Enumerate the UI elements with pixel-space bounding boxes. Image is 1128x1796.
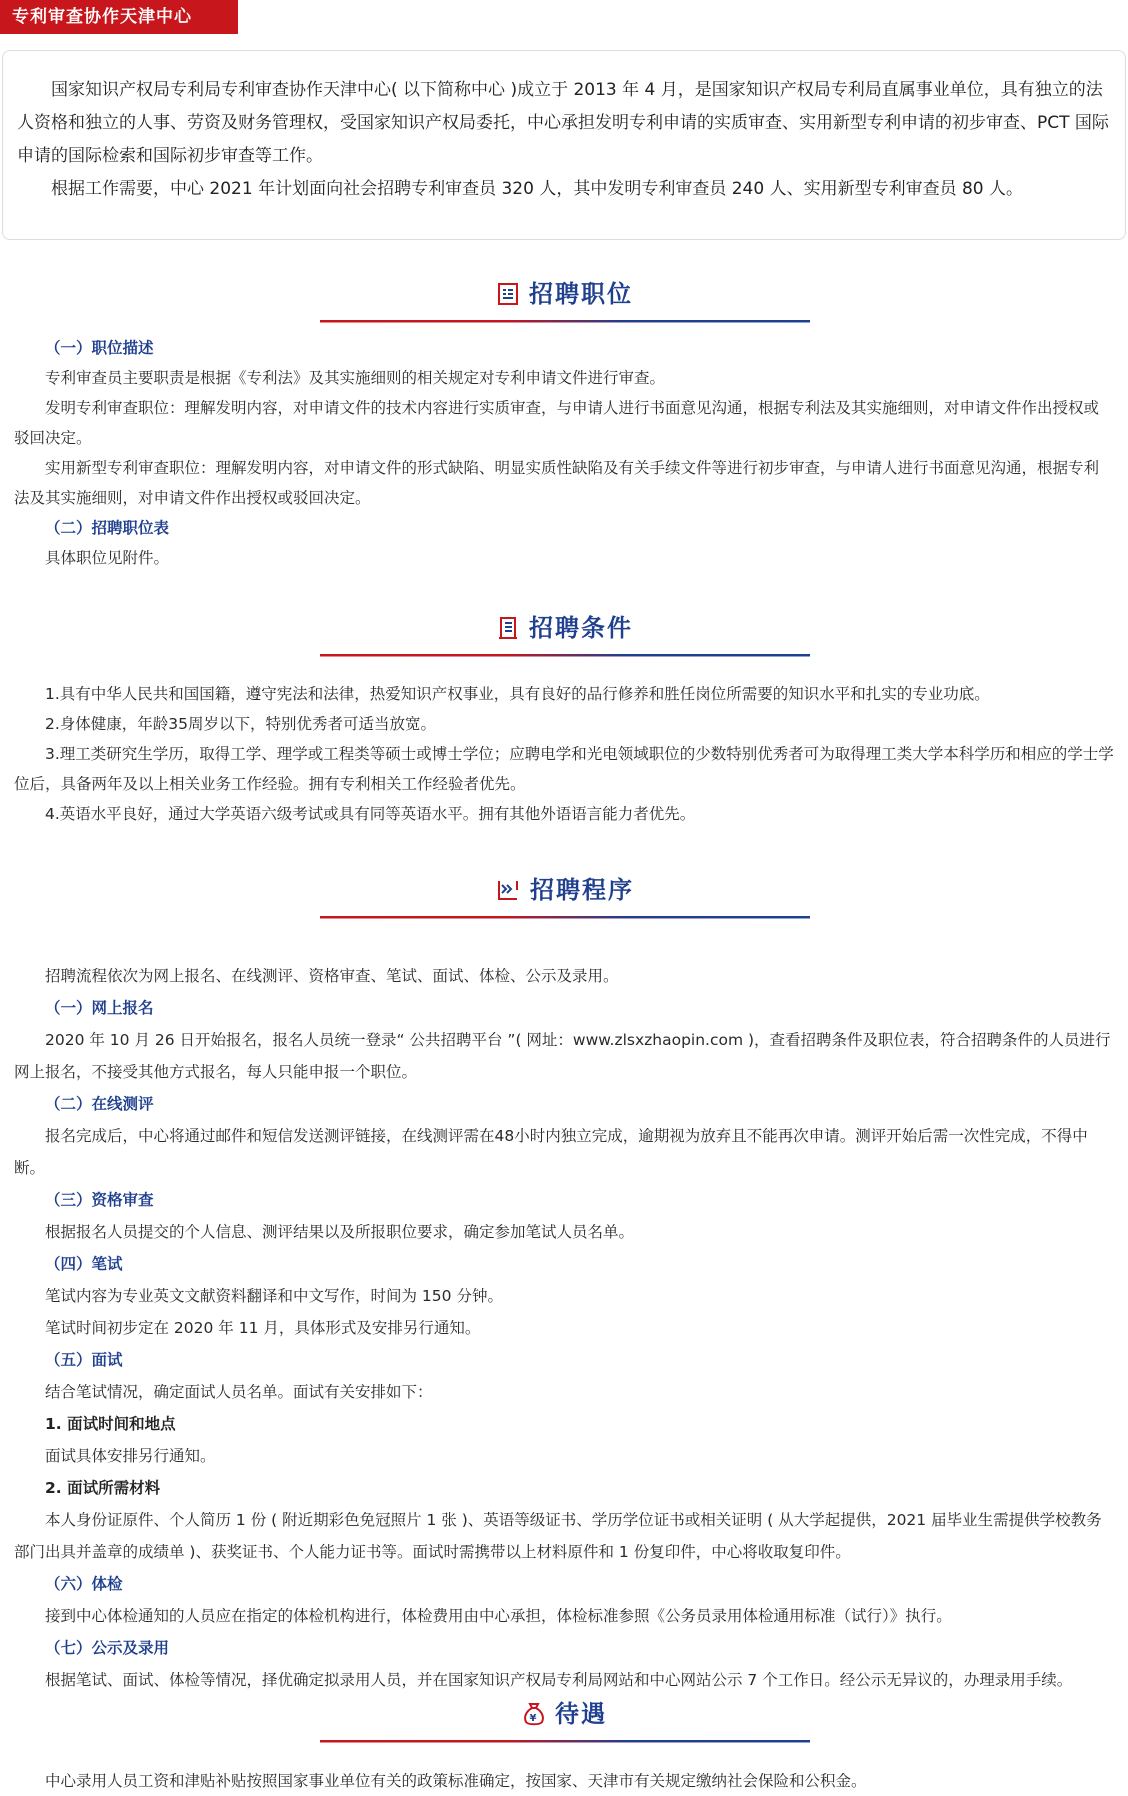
paragraph: 根据笔试、面试、体检等情况，择优确定拟录用人员，并在国家知识产权局专利局网站和中心网站公示 7 个工作日。经公示无异议的，办理录用手续。 [45,1671,1073,1689]
bold-subheading: 1. 面试时间和地点 [45,1415,176,1433]
section-title: 待遇 [555,1700,607,1728]
section-divider [320,654,810,656]
section-title: 招聘程序 [530,876,634,904]
paragraph: 2.身体健康，年龄35周岁以下，特别优秀者可适当放宽。 [45,715,437,733]
paragraph: 报名完成后，中心将通过邮件和短信发送测评链接，在线测评需在48小时内独立完成，逾期视为放弃且不能再次申请。测评开始后需一次性完成，不得中断。 [14,1127,1088,1177]
paragraph: 4.英语水平良好，通过大学英语六级考试或具有同等英语水平。拥有其他外语语言能力者优先。 [45,805,696,823]
paragraph: 专利审查员主要职责是根据《专利法》及其实施细则的相关规定对专利申请文件进行审查。 [45,369,666,387]
section-body-conditions [14,679,1114,829]
intro-paragraph: 根据工作需要，中心 2021 年计划面向社会招聘专利审查员 320 人，其中发明专利审查员 240 人、实用新型专利审查员 80 人。 [51,179,1024,199]
paragraph: 3.理工类研究生学历，取得工学、理学或工程类等硕士或博士学位；应聘电学和光电领域职位的少数特别优秀者可为取得理工类大学本科学历和相应的学士学位后，具备两年及以上相关业务工作经验。拥有专利相关工作经验者优先。 [14,745,1114,793]
section-body-positions [14,333,1114,573]
paragraph: 本人身份证原件、个人简历 1 份 ( 附近期彩色免冠照片 1 张 )、英语等级证书、学历学位证书或相关证明 ( 从大学起提供，2021 届毕业生需提供学校教务部门出具并盖章的成绩单 )、获奖证书、个人能力证书等。面试时需携带以上材料原件和 1 份复印件，中心将收取复印件。 [14,1511,1102,1561]
bold-subheading: 2. 面试所需材料 [45,1479,161,1497]
section-body-benefits [14,1766,1114,1796]
section-heading-benefits [320,1696,810,1736]
paragraph: 中心录用人员工资和津贴补贴按照国家事业单位有关的政策标准确定，按国家、天津市有关规定缴纳社会保险和公积金。 [45,1772,867,1790]
paragraph: 笔试时间初步定在 2020 年 11 月，具体形式及安排另行通知。 [45,1319,481,1337]
section-heading-conditions [320,610,810,650]
subheading: （四）笔试 [45,1255,123,1273]
money-bag-icon [523,1701,545,1727]
paragraph: 笔试内容为专业英文文献资料翻译和中文写作，时间为 150 分钟。 [45,1287,503,1305]
svg-text:¥: ¥ [529,1713,539,1724]
subheading: （二）招聘职位表 [45,519,170,537]
intro-box [2,50,1126,240]
section-body-procedure [14,960,1114,1696]
section-divider [320,320,810,322]
scroll-icon [497,616,519,640]
subheading: （二）在线测评 [45,1095,154,1113]
subheading: （一）网上报名 [45,999,154,1017]
section-divider [320,1740,810,1742]
intro-paragraph: 国家知识产权局专利局专利审查协作天津中心( 以下简称中心 )成立于 2013 年 4 月，是国家知识产权局专利局直属事业单位，具有独立的法人资格和独立的人事、劳资及财务管理权，受国家知识产权局委托，中心承担发明专利申请的实质审查、实用新型专利申请的初步审查、PCT 国际申请的国际检索和国际初步审查等工作。 [17,80,1109,166]
subheading: （五）面试 [45,1351,123,1369]
section-title: 招聘职位 [529,280,633,308]
paragraph: 接到中心体检通知的人员应在指定的体检机构进行，体检费用由中心承担，体检标准参照《公务员录用体检通用标准（试行）》执行。 [45,1607,952,1625]
paragraph: 招聘流程依次为网上报名、在线测评、资格审查、笔试、面试、体检、公示及录用。 [45,967,619,985]
subheading: （一）职位描述 [45,339,154,357]
header-tag: 专利审查协作天津中心 [0,0,238,34]
subheading: （七）公示及录用 [45,1639,170,1657]
section-divider [320,916,810,918]
section-title: 招聘条件 [529,614,633,642]
process-arrows-icon [496,878,520,902]
paragraph: 发明专利审查职位：理解发明内容，对申请文件的技术内容进行实质审查，与申请人进行书面意见沟通，根据专利法及其实施细则，对申请文件作出授权或驳回决定。 [14,399,1100,447]
section-heading-positions [320,276,810,316]
paragraph: 具体职位见附件。 [45,549,170,567]
document-list-icon [497,282,519,306]
paragraph: 面试具体安排另行通知。 [45,1447,216,1465]
section-heading-procedure [320,872,810,912]
paragraph: 2020 年 10 月 26 日开始报名，报名人员统一登录“ 公共招聘平台 ”( 网址：www.zlsxzhaopin.com )，查看招聘条件及职位表，符合招聘条件的人员进行网上报名，不接受其他方式报名，每人只能申报一个职位。 [14,1031,1111,1081]
paragraph: 实用新型专利审查职位：理解发明内容，对申请文件的形式缺陷、明显实质性缺陷及有关手续文件等进行初步审查，与申请人进行书面意见沟通，根据专利法及其实施细则，对申请文件作出授权或驳回决定。 [14,459,1100,507]
paragraph: 结合笔试情况，确定面试人员名单。面试有关安排如下： [45,1383,433,1401]
paragraph: 1.具有中华人民共和国国籍，遵守宪法和法律，热爱知识产权事业，具有良好的品行修养和胜任岗位所需要的知识水平和扎实的专业功底。 [45,685,990,703]
subheading: （六）体检 [45,1575,123,1593]
subheading: （三）资格审查 [45,1191,154,1209]
paragraph: 根据报名人员提交的个人信息、测评结果以及所报职位要求，确定参加笔试人员名单。 [45,1223,635,1241]
